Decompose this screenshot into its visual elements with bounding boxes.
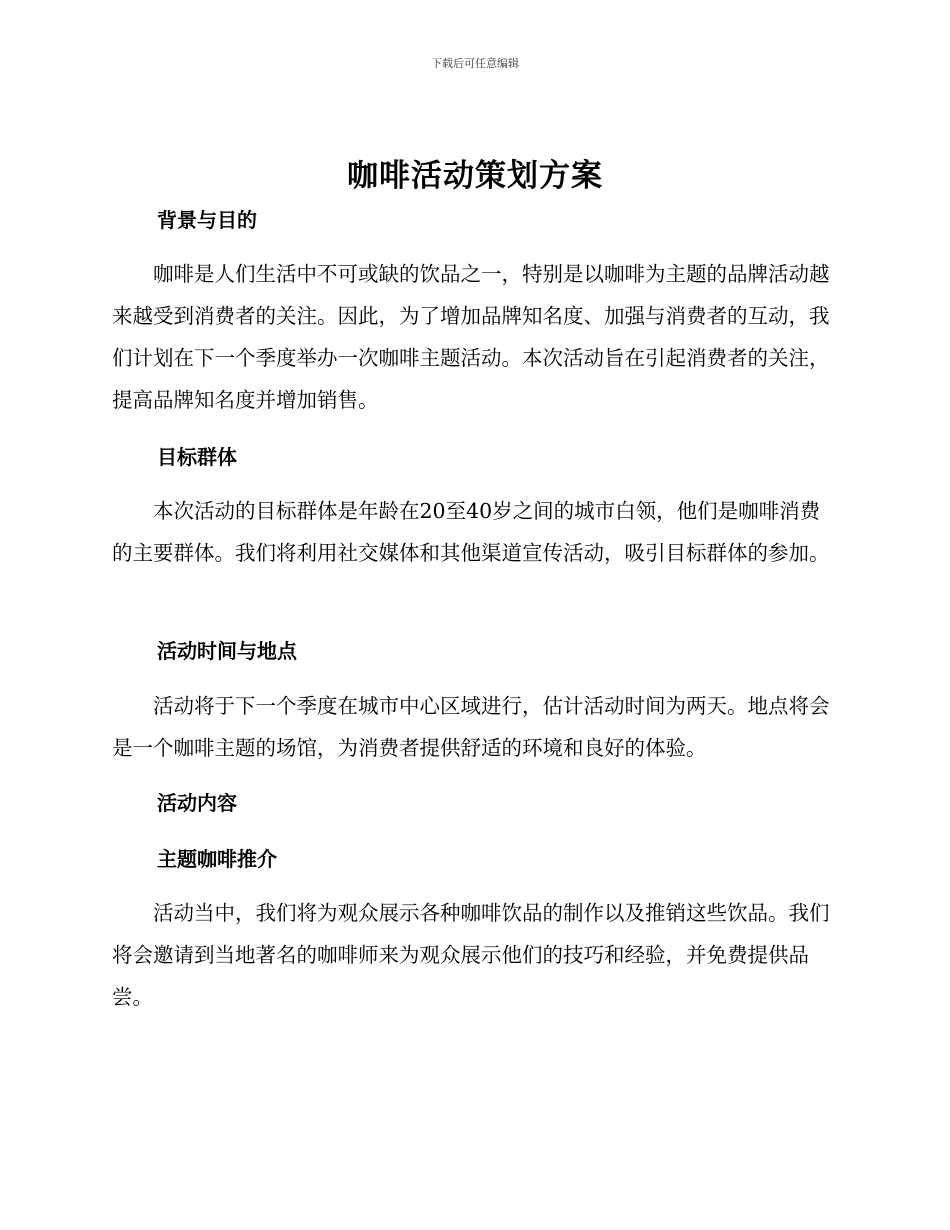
section-heading-activity-content: 活动内容	[157, 791, 237, 815]
page-header-note: 下载后可任意编辑	[431, 57, 519, 70]
section-paragraph-target-group: 本次活动的目标群体是年龄在20至40岁之间的城市白领，他们是咖啡消费的主要群体。我们将利用社交媒体和其他渠道宣传活动，吸引目标群体的参加。	[112, 499, 830, 565]
section-heading-background: 背景与目的	[157, 208, 257, 232]
section-heading-time-location: 活动时间与地点	[157, 639, 297, 663]
section-paragraph-time-location: 活动将于下一个季度在城市中心区域进行，估计活动时间为两天。地点将会是一个咖啡主题的场馆，为消费者提供舒适的环境和良好的体验。	[112, 694, 830, 760]
section-heading-target-group: 目标群体	[157, 445, 237, 469]
section-paragraph-background: 咖啡是人们生活中不可或缺的饮品之一，特别是以咖啡为主题的品牌活动越来越受到消费者的关注。因此，为了增加品牌知名度、加强与消费者的互动，我们计划在下一个季度举办一次咖啡主题活动。本次活动旨在引起消费者的关注，提高品牌知名度并增加销售。	[112, 262, 830, 412]
section-paragraph-coffee-promotion: 活动当中，我们将为观众展示各种咖啡饮品的制作以及推销这些饮品。我们将会邀请到当地著名的咖啡师来为观众展示他们的技巧和经验，并免费提供品尝。	[112, 901, 830, 1009]
section-heading-coffee-promotion: 主题咖啡推介	[157, 847, 277, 871]
document-title: 咖啡活动策划方案	[347, 158, 603, 194]
